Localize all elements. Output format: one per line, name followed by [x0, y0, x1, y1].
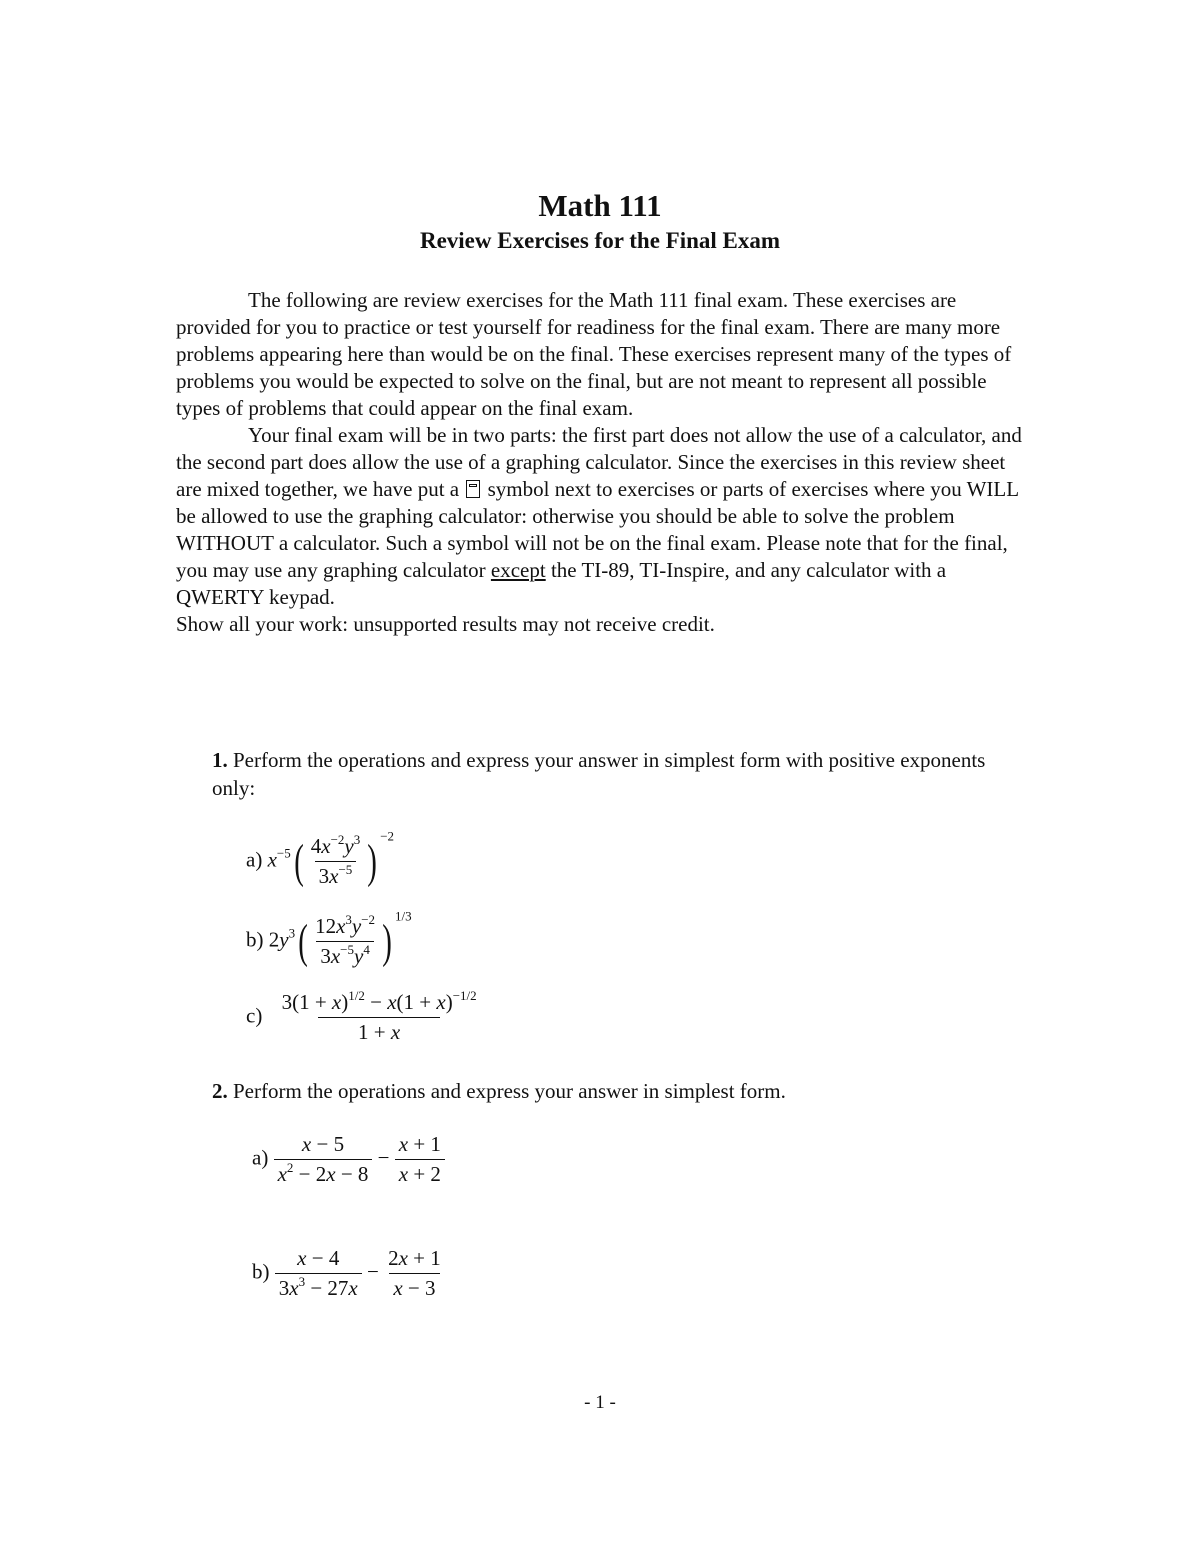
except-word: except: [490, 558, 546, 582]
problem-1b: b) $2y^3$( $\frac{12x^3y^{-2}}{3x^{-5}y^4}$ ) $^{1/3}$: [246, 908, 412, 968]
problem-1c-label: c): [246, 1003, 263, 1028]
problem-1a-label: a): [246, 847, 263, 872]
page-subtitle: Review Exercises for the Final Exam: [419, 228, 781, 253]
problem-1-prompt: [212, 746, 1012, 802]
problem-2-text: Perform the operations and express your answer in simplest form.: [233, 1079, 786, 1103]
page-number: - 1 -: [584, 1392, 616, 1413]
problem-2-number: 2.: [212, 1079, 228, 1103]
problem-1b-label: b): [246, 927, 264, 952]
problem-2b: b) $\frac{x - 4}{3x^3 - 27x}$ − $\frac{2x + 1}{x - 3}$: [252, 1246, 441, 1300]
page-title: Math 111: [538, 188, 662, 223]
calculator-icon: [466, 480, 480, 498]
intro-section: [176, 287, 1036, 638]
problem-2a-label: a): [252, 1145, 269, 1170]
intro-paragraph-2-part-c: the TI-89, TI-Inspire, and any calculator with a QWERTY keypad.: [176, 558, 947, 609]
intro-paragraph-2-part-a: Your final exam will be in two parts: the first part does not allow the use of a calculator, and the second part does allow the use of a graphing calculator. Since the exercises in this review sheet are mixed together, we have put a: [176, 423, 1022, 501]
intro-paragraph-3: Show all your work: unsupported results may not receive credit.: [176, 612, 715, 636]
intro-paragraph-1: The following are review exercises for the Math 111 final exam. These exercises are provided for you to practice or test yourself for readiness for the final exam. There are many more problems appearing here than would be on the final. These exercises represent many of the types of problems you would be expected to solve on the final, but are not meant to represent all possible types of problems that could appear on the final exam.: [176, 288, 1012, 420]
problem-2-prompt: [212, 1077, 1012, 1105]
intro-paragraph-2-part-b: symbol next to exercises or parts of exercises where you WILL be allowed to use the graphing calculator: otherwise you should be able to solve the problem WITHOUT a calculator. Such a symbol will not be on the final exam. Please note that for the final, you may use any graphing calculator: [176, 477, 1019, 582]
problem-2a: a) $\frac{x - 5}{x^2 - 2x - 8}$ − $\frac{x + 1}{x + 2}$: [252, 1132, 445, 1187]
problem-2b-label: b): [252, 1259, 270, 1284]
problem-1a: a) $x^{-5}$( $\frac{4x^{-2}y^3}{3x^{-5}}$ ) $^{-2}$: [246, 828, 395, 888]
problem-1c: c) $\frac{3(1 + x)^{1/2} - x(1 + x)^{-1/2}}{1 + x}$: [246, 988, 477, 1044]
intro-paragraph-2: [176, 422, 1036, 611]
problem-1-text: Perform the operations and express your answer in simplest form with positive exponents only:: [212, 748, 986, 800]
problem-1-number: 1.: [212, 748, 228, 772]
